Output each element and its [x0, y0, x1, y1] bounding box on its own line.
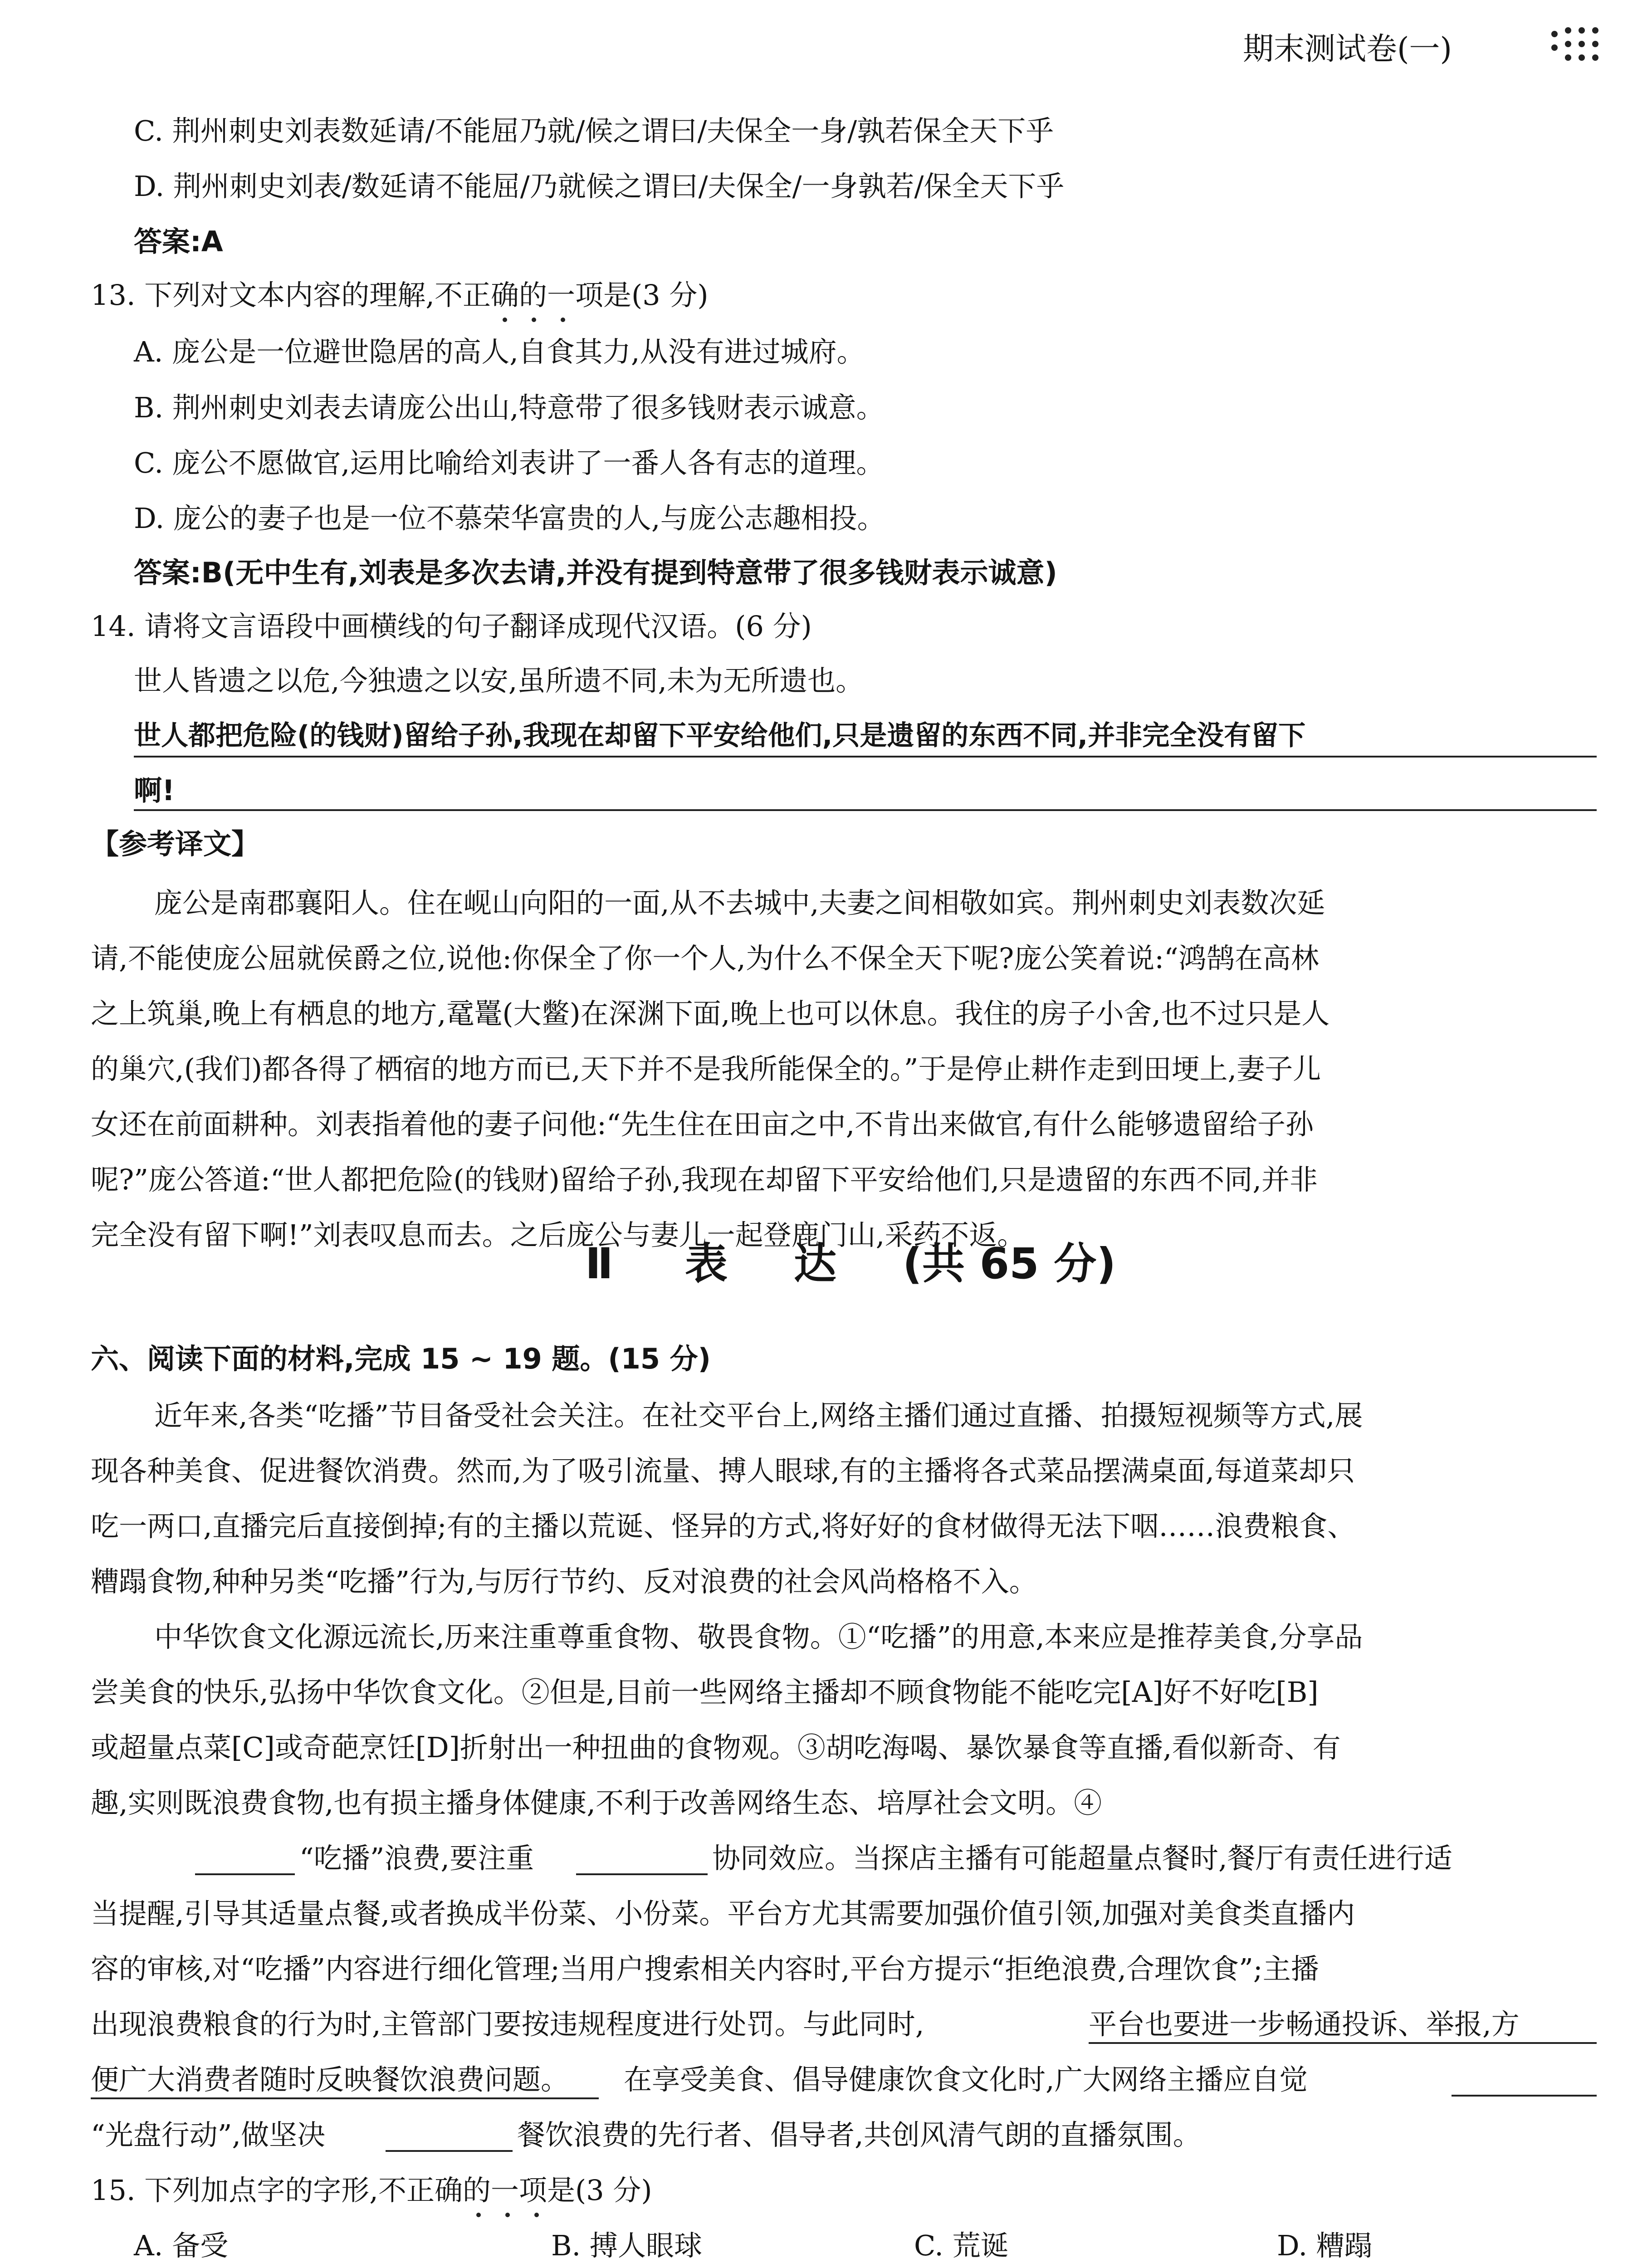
answer-underline — [134, 809, 1597, 811]
q15-option-b: B. 搏人眼球 — [551, 2229, 702, 2262]
passage-line: “光盘行动”,做坚决 — [91, 2118, 326, 2151]
q13-stem: 13. 下列对文本内容的理解,不正确的一项是(3 分) — [91, 279, 709, 312]
passage-line: 协同效应。当探店主播有可能超量点餐时,餐厅有责任进行适 — [712, 1842, 1452, 1875]
dots-grid-icon — [1551, 27, 1606, 64]
section-numeral: Ⅱ — [585, 1239, 613, 1289]
passage-line: 中华饮食文化源远流长,历来注重尊重食物、敬畏食物。①“吃播”的用意,本来应是推荐美食,分享品 — [154, 1620, 1363, 1653]
underlined-sentence: 便广大消费者随时反映餐饮浪费问题。 — [91, 2063, 569, 2096]
fill-blank — [1452, 2095, 1597, 2097]
fill-blank — [576, 1873, 708, 1875]
translation-line: 请,不能使庞公屈就侯爵之位,说他:你保全了你一个人,为什么不保全天下呢?庞公笑着说:“鸿鹄在高林 — [91, 942, 1319, 975]
translation-line: 呢?”庞公答道:“世人都把危险(的钱财)留给子孙,我现在却留下平安给他们,只是遗留的东西不同,并非 — [91, 1163, 1318, 1196]
q14-answer-line1: 世人都把危险(的钱财)留给子孙,我现在却留下平安给他们,只是遗留的东西不同,并非完全没有留下 — [134, 720, 1306, 752]
fill-blank — [386, 2150, 513, 2152]
passage-line: 当提醒,引导其适量点餐,或者换成半份菜、小份菜。平台方尤其需要加强价值引领,加强对美食类直播内 — [91, 1897, 1355, 1930]
passage-line: 在享受美食、倡导健康饮食文化时,广大网络主播应自觉 — [624, 2063, 1308, 2096]
passage-line: “吃播”浪费,要注重 — [299, 1842, 534, 1875]
translation-heading: 【参考译文】 — [91, 827, 260, 860]
translation-line: 之上筑巢,晚上有栖息的地方,鼋鼍(大鳖)在深渊下面,晚上也可以休息。我住的房子小舍,也不过只是人 — [91, 997, 1330, 1030]
emphasis-dot — [532, 318, 536, 322]
q13-option-a: A. 庞公是一位避世隐居的高人,自食其力,从没有进过城府。 — [134, 335, 865, 368]
translation-line: 的巢穴,(我们)都各得了栖宿的地方而已,天下并不是我所能保全的。”于是停止耕作走到田埂上,妻子儿 — [91, 1052, 1321, 1085]
passage-line: 出现浪费粮食的行为时,主管部门要按违规程度进行处罚。与此同时, — [91, 2008, 924, 2041]
translation-line: 女还在前面耕种。刘表指着他的妻子问他:“先生住在田亩之中,不肯出来做官,有什么能够遗留给子孙 — [91, 1108, 1314, 1141]
section-title — [585, 1239, 1116, 1293]
emphasis-dot — [476, 2213, 481, 2217]
section-char-2: 达 — [794, 1239, 837, 1289]
q12-option-c: C. 荆州刺史刘表数延请/不能屈乃就/候之谓曰/夫保全一身/孰若保全天下乎 — [134, 114, 1054, 147]
q15-option-d: D. 糟蹋 — [1277, 2229, 1373, 2262]
q14-answer-line2: 啊! — [134, 774, 175, 807]
header-title: 期末测试卷(一) — [1243, 31, 1452, 67]
q15-option-a: A. 备受 — [134, 2229, 229, 2262]
emphasis-dot — [505, 2213, 510, 2217]
q13-option-d: D. 庞公的妻子也是一位不慕荣华富贵的人,与庞公志趣相投。 — [134, 502, 885, 535]
q14-stem: 14. 请将文言语段中画横线的句子翻译成现代汉语。(6 分) — [91, 610, 812, 643]
q14-sentence: 世人皆遗之以危,今独遗之以安,虽所遗不同,未为无所遗也。 — [134, 664, 864, 697]
sentence-underline — [1089, 2042, 1597, 2044]
emphasis-dot — [503, 318, 507, 322]
section-score: (共 65 分) — [903, 1239, 1116, 1289]
q15-option-c: C. 荒诞 — [914, 2229, 1009, 2262]
q13-answer: 答案:B(无中生有,刘表是多次去请,并没有提到特意带了很多钱财表示诚意) — [134, 556, 1057, 589]
underlined-sentence: 平台也要进一步畅通投诉、举报,方 — [1089, 2008, 1520, 2041]
q13-option-c: C. 庞公不愿做官,运用比喻给刘表讲了一番人各有志的道理。 — [134, 446, 885, 479]
answer-underline — [134, 756, 1597, 758]
passage-line: 趣,实则既浪费食物,也有损主播身体健康,不利于改善网络生态、培厚社会文明。④ — [91, 1786, 1102, 1819]
translation-line: 完全没有留下啊!”刘表叹息而去。之后庞公与妻儿一起登鹿门山,采药不返。 — [91, 1218, 1026, 1251]
passage-line: 糟蹋食物,种种另类“吃播”行为,与厉行节约、反对浪费的社会风尚格格不入。 — [91, 1565, 1037, 1598]
part6-heading: 六、阅读下面的材料,完成 15 ~ 19 题。(15 分) — [91, 1342, 711, 1375]
passage-line: 或超量点菜[C]或奇葩烹饪[D]折射出一种扭曲的食物观。③胡吃海喝、暴饮暴食等直播,看似新奇、有 — [91, 1731, 1341, 1764]
sentence-underline — [91, 2097, 599, 2099]
passage-line: 尝美食的快乐,弘扬中华饮食文化。②但是,目前一些网络主播却不顾食物能不能吃完[A]好不好吃[B] — [91, 1676, 1319, 1709]
passage-line: 现各种美食、促进餐饮消费。然而,为了吸引流量、搏人眼球,有的主播将各式菜品摆满桌面,每道菜却只 — [91, 1454, 1355, 1487]
passage-line: 容的审核,对“吃播”内容进行细化管理;当用户搜索相关内容时,平台方提示“拒绝浪费,合理饮食”;主播 — [91, 1952, 1319, 1985]
passage-line: 吃一两口,直播完后直接倒掉;有的主播以荒诞、怪异的方式,将好好的食材做得无法下咽……浪费粮食、 — [91, 1510, 1356, 1543]
emphasis-dot — [561, 318, 565, 322]
passage-line: 近年来,各类“吃播”节目备受社会关注。在社交平台上,网络主播们通过直播、拍摄短视频等方式,展 — [154, 1399, 1363, 1432]
emphasis-dot — [534, 2213, 539, 2217]
fill-blank — [195, 1873, 295, 1875]
q12-option-d: D. 荆州刺史刘表/数延请不能屈/乃就候之谓曰/夫保全/一身孰若/保全天下乎 — [134, 170, 1065, 203]
translation-line: 庞公是南郡襄阳人。住在岘山向阳的一面,从不去城中,夫妻之间相敬如宾。荆州刺史刘表数次延 — [154, 886, 1325, 919]
q12-answer: 答案:A — [134, 225, 223, 258]
q15-stem: 15. 下列加点字的字形,不正确的一项是(3 分) — [91, 2174, 652, 2207]
passage-line: 餐饮浪费的先行者、倡导者,共创风清气朗的直播氛围。 — [517, 2118, 1201, 2151]
q13-option-b: B. 荆州刺史刘表去请庞公出山,特意带了很多钱财表示诚意。 — [134, 391, 885, 424]
section-char-1: 表 — [685, 1239, 728, 1289]
